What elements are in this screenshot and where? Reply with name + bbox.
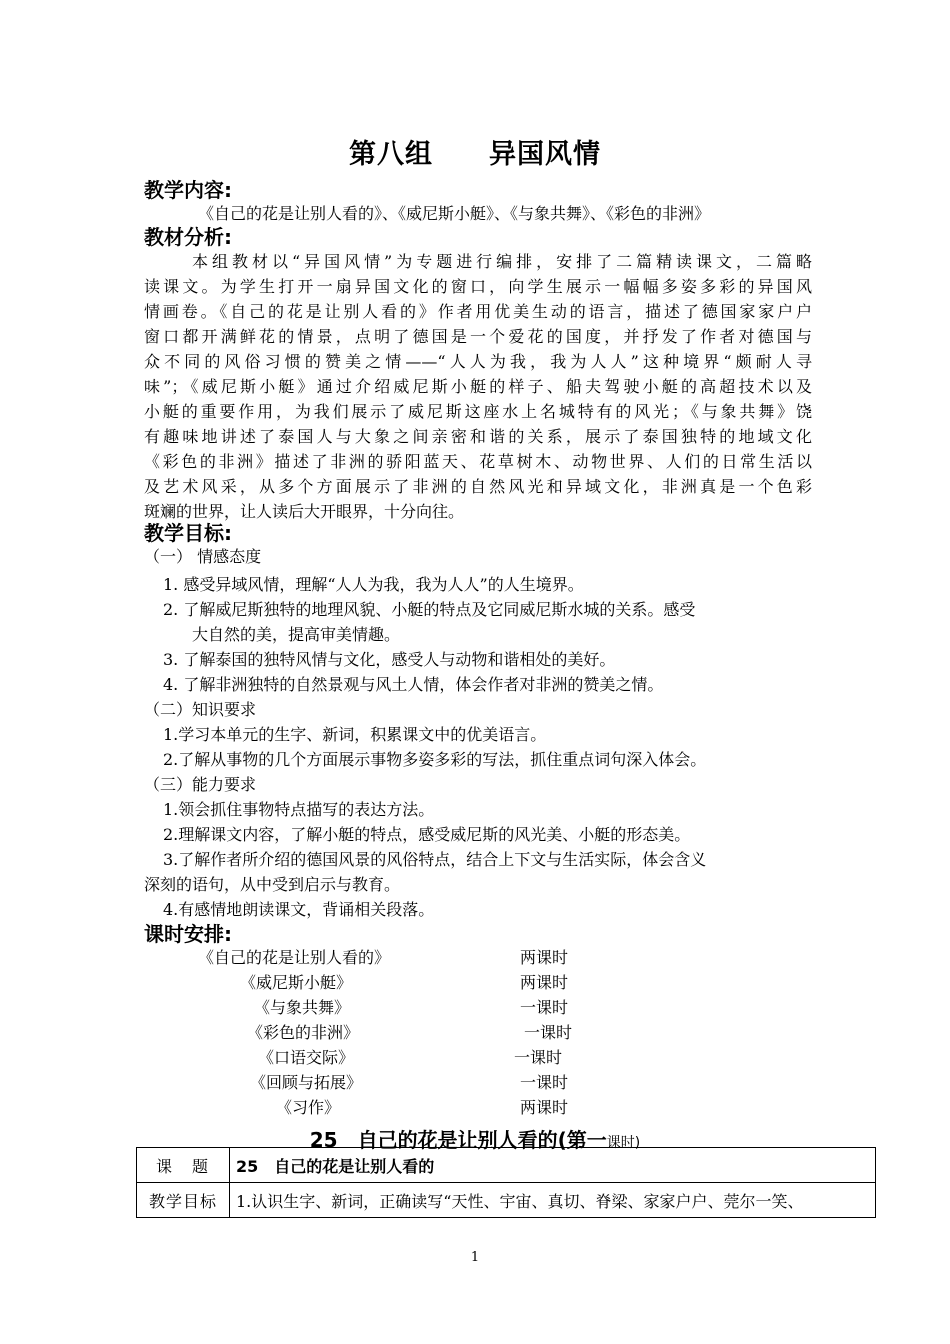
heading-content: 教学内容: bbox=[144, 178, 232, 202]
title-theme: 异国风情 bbox=[489, 139, 601, 170]
schedule-lesson: 《彩色的非洲》 bbox=[247, 1023, 360, 1042]
schedule-lesson: 《威尼斯小艇》 bbox=[240, 973, 353, 992]
analysis-line: 有趣味地讲述了泰国人与大象之间亲密和谐的关系，展示了泰国独特的地域文化 bbox=[144, 427, 812, 446]
schedule-lesson: 《自己的花是让别人看的》 bbox=[198, 948, 391, 967]
analysis-line: 读课文。为学生打开一扇异国文化的窗口，向学生展示一幅幅多姿多彩的异国风 bbox=[144, 277, 812, 296]
goal-item-continued: 深刻的语句，从中受到启示与教育。 bbox=[144, 875, 401, 894]
goal-item-continued: 大自然的美，提高审美情趣。 bbox=[192, 625, 401, 644]
lesson-title-main: 25 自己的花是让别人看的(第一 bbox=[309, 1128, 607, 1152]
analysis-line: 本组教材以“异国风情”为专题进行编排，安排了二篇精读课文，二篇略 bbox=[192, 252, 812, 271]
schedule-lesson: 《回顾与拓展》 bbox=[250, 1073, 363, 1092]
table-cell-label: 教学目标 bbox=[137, 1183, 230, 1218]
content-line: 《自己的花是让别人看的》、《威尼斯小艇》、《与象共舞》、《彩色的非洲》 bbox=[198, 204, 711, 223]
goal-item: 2. 了解威尼斯独特的地理风貌、小艇的特点及它同威尼斯水城的关系。感受 bbox=[163, 600, 696, 619]
analysis-line: 及艺术风采，从多个方面展示了非洲的自然风光和异域文化，非洲真是一个色彩 bbox=[144, 477, 812, 496]
analysis-line: 《彩色的非洲》描述了非洲的骄阳蓝天、花草树木、动物世界、人们的日常生活以 bbox=[144, 452, 812, 471]
schedule-time: 两课时 bbox=[520, 973, 569, 992]
table-row bbox=[137, 1148, 876, 1183]
schedule-time: 一课时 bbox=[524, 1023, 573, 1042]
goal-item: 4.有感情地朗读课文，背诵相关段落。 bbox=[163, 900, 435, 919]
heading-schedule: 课时安排: bbox=[144, 922, 232, 946]
schedule-lesson: 《与象共舞》 bbox=[254, 998, 351, 1017]
goal-item: 2.了解从事物的几个方面展示事物多姿多彩的写法，抓住重点词句深入体会。 bbox=[163, 750, 707, 769]
analysis-line: 味”；《威尼斯小艇》通过介绍威尼斯小艇的样子、船夫驾驶小艇的高超技术以及 bbox=[144, 377, 812, 396]
goal-item: 3.了解作者所介绍的德国风景的风俗特点，结合上下文与生活实际，体会含义 bbox=[163, 850, 707, 869]
goal-item: 3. 了解泰国的独特风情与文化，感受人与动物和谐相处的美好。 bbox=[163, 650, 616, 669]
page-title bbox=[0, 132, 950, 171]
schedule-time: 两课时 bbox=[520, 948, 569, 967]
lesson-title-suffix: 课时) bbox=[606, 1135, 641, 1151]
lesson-table bbox=[136, 1147, 876, 1218]
schedule-time: 一课时 bbox=[514, 1048, 563, 1067]
table-row bbox=[137, 1183, 876, 1218]
analysis-paragraph bbox=[144, 249, 812, 524]
schedule-time: 两课时 bbox=[520, 1098, 569, 1117]
goals-section-3: （三）能力要求 bbox=[144, 775, 257, 794]
analysis-line: 窗口都开满鲜花的情景，点明了德国是一个爱花的国度，并抒发了作者对德国与 bbox=[144, 327, 812, 346]
goal-item: 1. 感受异域风情，理解“人人为我，我为人人”的人生境界。 bbox=[163, 575, 584, 594]
schedule-lesson: 《习作》 bbox=[276, 1098, 341, 1117]
schedule-time: 一课时 bbox=[520, 998, 569, 1017]
page-number: 1 bbox=[470, 1250, 480, 1265]
goals-section-1: （一） 情感态度 bbox=[144, 547, 262, 566]
goal-item: 2.理解课文内容，了解小艇的特点，感受威尼斯的风光美、小艇的形态美。 bbox=[163, 825, 691, 844]
table-cell-value: 1.认识生字、新词，正确读写“天性、宇宙、真切、脊梁、家家户户、莞尔一笑、 bbox=[230, 1183, 876, 1218]
schedule-time: 一课时 bbox=[520, 1073, 569, 1092]
analysis-line: 情画卷。《自己的花是让别人看的》作者用优美生动的语言，描述了德国家家户户 bbox=[144, 302, 812, 321]
analysis-line: 小艇的重要作用，为我们展示了威尼斯这座水上名城特有的风光；《与象共舞》饶 bbox=[144, 402, 812, 421]
analysis-line: 斑斓的世界，让人读后大开眼界，十分向往。 bbox=[144, 502, 465, 521]
goals-section-2: （二）知识要求 bbox=[144, 700, 257, 719]
goal-item: 1.学习本单元的生字、新词，积累课文中的优美语言。 bbox=[163, 725, 547, 744]
goal-item: 1.领会抓住事物特点描写的表达方法。 bbox=[163, 800, 435, 819]
heading-goals: 教学目标: bbox=[144, 521, 232, 545]
schedule-lesson: 《口语交际》 bbox=[258, 1048, 355, 1067]
table-cell-label: 课 题 bbox=[137, 1148, 230, 1183]
analysis-line: 众不同的风俗习惯的赞美之情——“人人为我，我为人人”这种境界“颇耐人寻 bbox=[144, 352, 812, 371]
title-group: 第八组 bbox=[349, 139, 433, 170]
heading-analysis: 教材分析: bbox=[144, 225, 232, 249]
table-cell-value: 25 自己的花是让别人看的 bbox=[230, 1148, 876, 1183]
goal-item: 4. 了解非洲独特的自然景观与风土人情，体会作者对非洲的赞美之情。 bbox=[163, 675, 664, 694]
